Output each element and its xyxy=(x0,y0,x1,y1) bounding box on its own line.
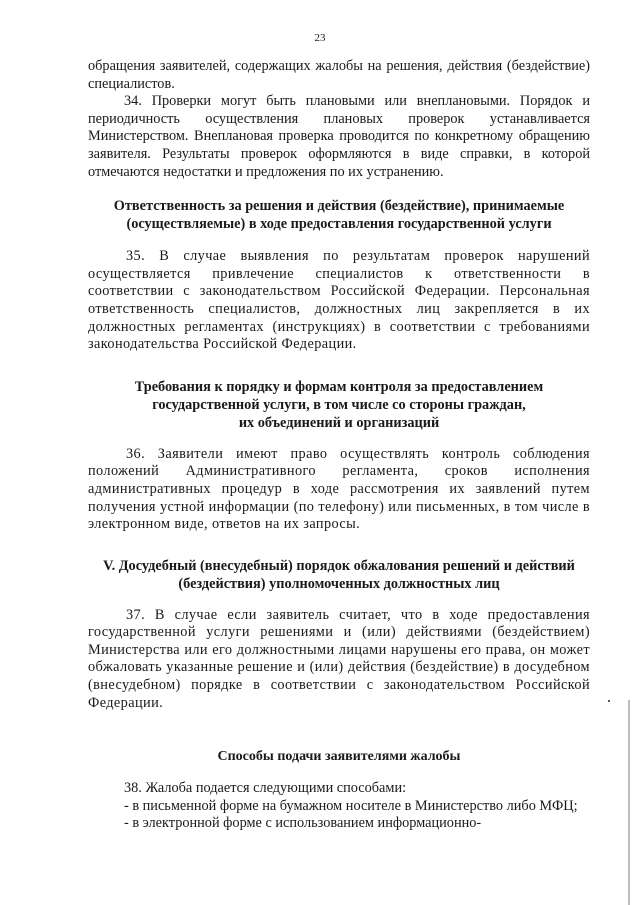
heading-line: (бездействия) уполномоченных должностных лиц xyxy=(178,575,500,592)
page-number: 23 xyxy=(314,32,326,44)
list-item-electronic: - в электронной форме с использованием информационно- xyxy=(124,815,482,832)
scan-speck xyxy=(608,700,610,702)
section-heading-responsibility xyxy=(88,197,590,233)
heading-line: V. Досудебный (внесудебный) порядок обжалования решений и действий xyxy=(103,557,575,574)
paragraph-37: 37. В случае если заявитель считает, что в ходе предоставления государственной услуги решениями и (или) действиями (бездействием) Министерства или его должностными лицами нарушены его права, он может обжаловать указанные решение и (или) действия (бездействие) в досудебном (внесудебном) порядке в соответствии с законодательством Российской Федерации. xyxy=(88,606,590,711)
paragraph-35: 35. В случае выявления по результатам проверок нарушений осуществляется привлечение специалистов к ответственности в соответствии с законодательством Российской Федерации. Персональная ответственность специалистов, должностных лиц закрепляется в их должностных регламентах (инструкциях) в соответствии с требованиями законодательства Российской Федерации. xyxy=(88,248,590,353)
heading-line: Требования к порядку и формам контроля за предоставлением xyxy=(134,378,544,395)
page-body xyxy=(88,58,590,833)
list-item-paper: - в письменной форме на бумажном носителе в Министерство либо МФЦ; xyxy=(124,797,578,814)
heading-line: (осуществляемые) в ходе предоставления государственной услуги xyxy=(126,216,552,233)
heading-line: Способы подачи заявителями жалобы xyxy=(217,749,461,765)
heading-line: их объединений и организаций xyxy=(238,414,440,431)
paragraph-36: 36. Заявители имеют право осуществлять контроль соблюдения положений Административного регламента, сроков исполнения административных процедур в ходе рассмотрения их заявлений путем получения устной информации (по телефону) или письменных, в том числе в электронном виде, ответов на их запросы. xyxy=(88,445,590,533)
paragraph-38: 38. Жалоба подается следующими способами: xyxy=(124,780,407,797)
scan-edge-shadow xyxy=(628,700,630,905)
heading-line: Ответственность за решения и действия (бездействие), принимаемые xyxy=(113,198,565,215)
section-heading-control-requirements xyxy=(88,378,590,432)
paragraph-continuation: обращения заявителей, содержащих жалобы на решения, действия (бездействие) специалистов. xyxy=(88,58,590,92)
heading-line: государственной услуги, в том числе со стороны граждан, xyxy=(152,396,526,413)
paragraph-34: 34. Проверки могут быть плановыми или внеплановыми. Порядок и периодичность осуществления плановых проверок устанавливается Министерством. Внеплановая проверка проводится по конкретному обращению заявителя. Результаты проверок оформляются в виде справки, в которой отмечаются недостатки и предложения по их устранению. xyxy=(88,93,590,180)
section-heading-appeal xyxy=(88,557,590,593)
section-heading-complaint-methods xyxy=(88,748,590,766)
